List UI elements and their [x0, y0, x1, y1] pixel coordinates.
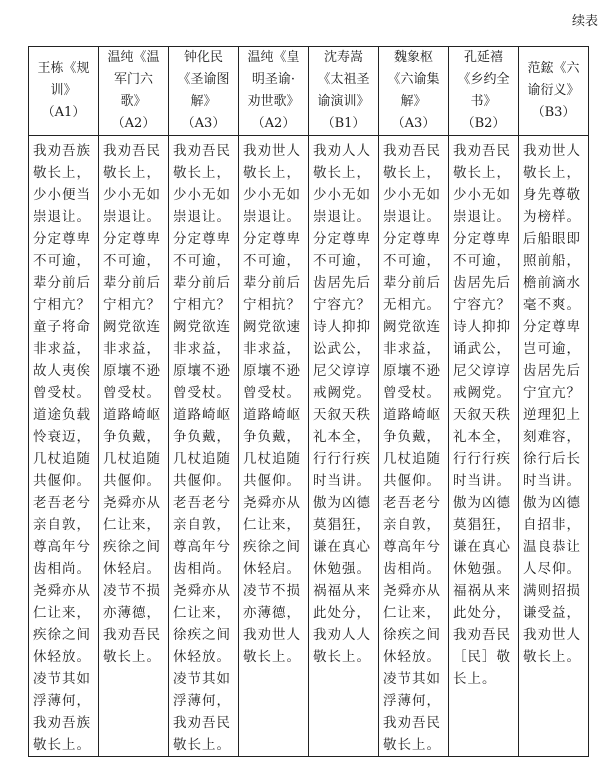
- text-cell: [309, 136, 379, 757]
- header-cell: 温纯《温 军门六 歌》 （A2）: [99, 47, 169, 136]
- header-cell: 孔延禧 《乡约全 书》 （B2）: [449, 47, 519, 136]
- header-row: [29, 47, 589, 136]
- poem-text: 我劝吾民 敬长上， 少小无如 崇退让。 分定尊卑 不可逾， 辈分前后 无相亢。 阙党欲连 非求益， 原壤不逊 曾受杖。 道路崎岖 争负戴， 几杖追随 共偃仰。 老吾老兮 亲自敦， 尊高年兮 齿相尚。 尧舜亦从 仁让来， 徐疾之间 休轻放。 凌节其如 浮薄何， 我劝吾民 敬长上。: [383, 143, 441, 753]
- content-row: [29, 136, 589, 757]
- text-cell: [519, 136, 589, 757]
- poem-text: 我劝人人 敬长上， 少小无如 崇退让。 分定尊卑 不可逾， 齿居先后 宁容亢？ 诗人抑抑 讼武公， 尼父谆谆 戒阙党。 天叙天秩 礼本全， 行行行疾 时当讲。 傲为凶德 莫猖狂， 谦在真心 休勉强。 祸福从来 此处分， 我劝人人 敬长上。: [313, 143, 371, 665]
- poem-text: 我劝吾族 敬长上， 少小便当 崇退让。 分定尊卑 不可逾， 辈分前后 宁相亢？ 童子将命 非求益， 故人夷俟 曾受杖。 道途负载 怜衰迈， 几杖追随 共偃仰。 老吾老兮 亲自敦， 尊高年兮 齿相尚。 尧舜亦从 仁让来， 疾徐之间 休轻放。 凌节其如 浮薄何， 我劝吾族 敬长上。: [33, 143, 91, 753]
- header-cell: 沈寿嵩 《太祖圣 谕演训》 （B1）: [309, 47, 379, 136]
- poem-text: 我劝世人 敬长上， 身先尊敬 为榜样。 后船眼即 照前船， 檐前滴水 毫不爽。 分定尊卑 岂可逾， 齿居先后 宁宜亢？ 逆理犯上 刻难容， 徐行后长 时当讲。 傲为凶德 自招非， 温良恭让 人尽仰。 满则招损 谦受益， 我劝世人 敬长上。: [523, 143, 581, 665]
- continued-label: 续表: [571, 14, 598, 29]
- header-cell: 范鋐《六 谕衍义》 （B3）: [519, 47, 589, 136]
- text-cell: [449, 136, 519, 757]
- comparison-table: [28, 46, 589, 757]
- poem-text: 我劝世人 敬长上， 少小无如 崇退让。 分定尊卑 不可逾， 辈分前后 宁相抗？ 阙党欲速 非求益， 原壤不逊 曾受杖。 道路崎岖 争负戴， 几杖追随 共偃仰。 尧舜亦从 仁让来， 疾徐之间 休轻启。 凌节不损 亦薄德， 我劝世人 敬长上。: [243, 143, 301, 665]
- text-cell: [99, 136, 169, 757]
- header-cell: 王栋《规 训》 （A1）: [29, 47, 99, 136]
- poem-text: 我劝吾民 敬长上， 少小无如 崇退让。 分定尊卑 不可逾， 辈分前后 宁相亢？ 阙党欲连 非求益， 原壤不逊 曾受杖。 道路崎岖 争负戴， 几杖追随 共偃仰。 尧舜亦从 仁让来， 疾徐之间 休轻启。 凌节不损 亦薄德， 我劝吾民 敬长上。: [103, 143, 161, 665]
- text-cell: [29, 136, 99, 757]
- header-cell: 魏象枢 《六谕集 解》 （A3）: [379, 47, 449, 136]
- text-cell: [169, 136, 239, 757]
- poem-text: 我劝吾民 敬长上， 少小无如 崇退让。 分定尊卑 不可逾， 辈分前后 宁相亢？ 阙党欲连 非求益， 原壤不逊 曾受杖。 道路崎岖 争负戴， 几杖追随 共偃仰。 老吾老兮 亲自敦， 尊高年兮 齿相尚。 尧舜亦从 仁让来， 徐疾之间 休轻放。 凌节其如 浮薄何， 我劝吾民 敬长上。: [173, 143, 231, 753]
- text-cell: [239, 136, 309, 757]
- header-cell: 温纯《皇 明圣谕· 劝世歌》 （A2）: [239, 47, 309, 136]
- header-cell: 钟化民 《圣谕图 解》 （A3）: [169, 47, 239, 136]
- poem-text: 我劝吾民 敬长上， 少小无如 崇退让。 分定尊卑 不可逾， 齿居先后 宁容亢？ 诗人抑抑 诵武公， 尼父谆谆 戒阙党。 天叙天秩 礼本全， 行行行疾 时当讲。 傲为凶德 莫猖狂， 谦在真心 休勉强。 福祸从来 此处分， 我劝吾民 ［民］敬 长上。: [453, 143, 511, 687]
- text-cell: [379, 136, 449, 757]
